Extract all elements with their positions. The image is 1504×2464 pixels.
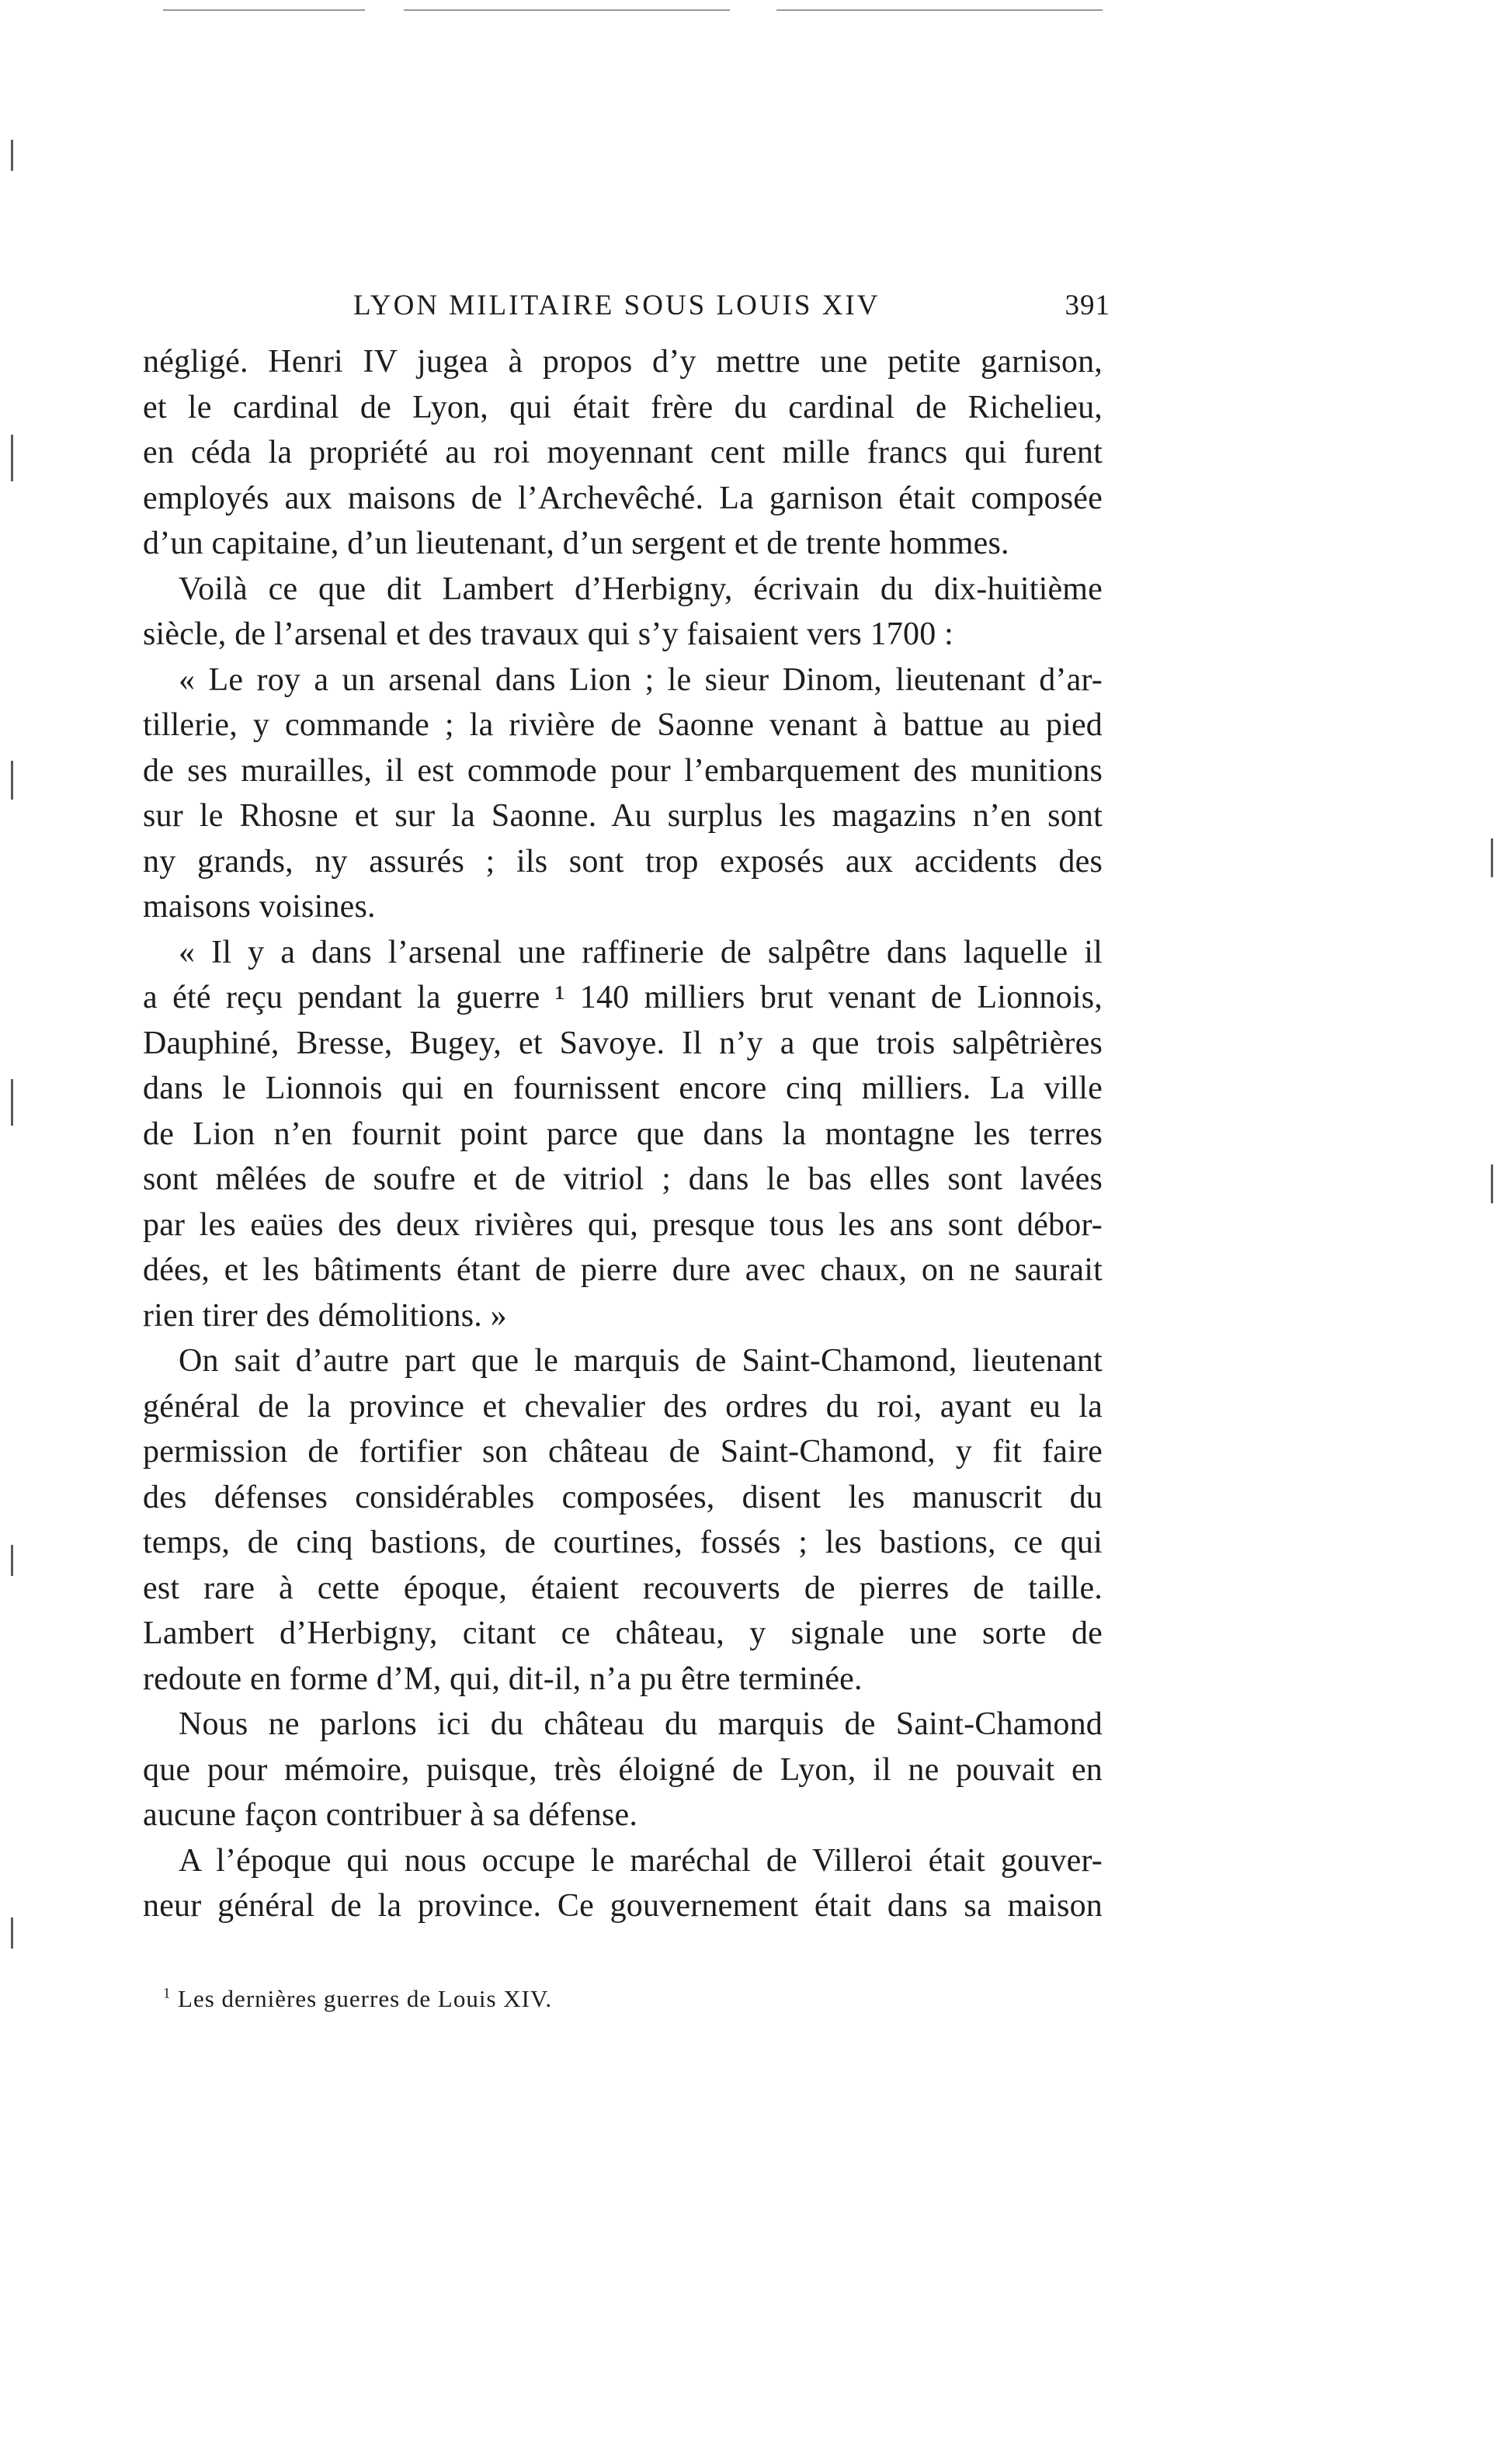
footnote-text: Les dernières guerres de Louis XIV. bbox=[178, 1985, 553, 2012]
running-title: LYON MILITAIRE SOUS LOUIS XIV bbox=[353, 290, 881, 321]
text-line: temps, de cinq bastions, de courtines, fossés ; les bastions, ce qui bbox=[143, 1525, 1103, 1560]
text-line: négligé. Henri IV jugea à propos d’y mettre une petite garnison, bbox=[143, 344, 1103, 380]
text-line: tillerie, y commande ; la rivière de Saonne venant à battue au pied bbox=[143, 707, 1103, 743]
scan-edge-mark bbox=[11, 761, 13, 800]
text-line: redoute en forme d’M, qui, dit-il, n’a pu être terminée. bbox=[143, 1661, 863, 1697]
text-line: maisons voisines. bbox=[143, 889, 376, 925]
running-header bbox=[140, 289, 1110, 335]
text-line: a été reçu pendant la guerre ¹ 140 milliers brut venant de Lionnois, bbox=[143, 980, 1103, 1015]
footnote bbox=[163, 1985, 552, 2013]
text-line: de ses murailles, il est commode pour l’embarquement des munitions bbox=[143, 752, 1103, 789]
body-text bbox=[143, 339, 1103, 1929]
text-line: dées, et les bâtiments étant de pierre dure avec chaux, on ne saurait bbox=[143, 1252, 1103, 1288]
scan-edge-mark bbox=[11, 140, 13, 171]
text-line: employés aux maisons de l’Archevêché. La garnison était composée bbox=[143, 480, 1103, 516]
scan-edge-mark bbox=[11, 1079, 13, 1126]
scan-edge-mark bbox=[1491, 1164, 1493, 1203]
text-line: aucune façon contribuer à sa défense. bbox=[143, 1797, 638, 1833]
text-line: Nous ne parlons ici du château du marquis de Saint-Chamond bbox=[179, 1706, 1103, 1742]
text-line: d’un capitaine, d’un lieutenant, d’un sergent et de trente hommes. bbox=[143, 526, 1009, 561]
text-line: Voilà ce que dit Lambert d’Herbigny, écrivain du dix-huitième bbox=[179, 571, 1103, 607]
scan-edge-rule bbox=[404, 9, 730, 11]
text-line: neur général de la province. Ce gouvernement était dans sa maison bbox=[143, 1888, 1103, 1924]
scan-edge-rule bbox=[163, 9, 365, 11]
scan-edge-rule bbox=[776, 9, 1103, 11]
text-line: dans le Lionnois qui en fournissent encore cinq milliers. La ville bbox=[143, 1071, 1103, 1106]
text-line: des défenses considérables composées, disent les manuscrit du bbox=[143, 1479, 1103, 1515]
text-line: A l’époque qui nous occupe le maréchal de Villeroi était gouver- bbox=[179, 1842, 1103, 1879]
text-line: « Le roy a un arsenal dans Lion ; le sieur Dinom, lieutenant d’ar- bbox=[179, 661, 1103, 698]
text-line: que pour mémoire, puisque, très éloigné de Lyon, il ne pouvait en bbox=[143, 1751, 1103, 1788]
text-line: Lambert d’Herbigny, citant ce château, y signale une sorte de bbox=[143, 1615, 1103, 1651]
scan-edge-mark bbox=[1491, 838, 1493, 877]
text-line: ny grands, ny assurés ; ils sont trop exposés aux accidents des bbox=[143, 843, 1103, 880]
text-line: Dauphiné, Bresse, Bugey, et Savoye. Il n’y a que trois salpêtrières bbox=[143, 1025, 1103, 1061]
text-line: permission de fortifier son château de Saint-Chamond, y fit faire bbox=[143, 1434, 1103, 1470]
text-line: général de la province et chevalier des ordres du roi, ayant eu la bbox=[143, 1388, 1103, 1425]
text-line: « Il y a dans l’arsenal une raffinerie de salpêtre dans laquelle il bbox=[179, 934, 1103, 970]
text-line: On sait d’autre part que le marquis de Saint-Chamond, lieutenant bbox=[179, 1343, 1103, 1379]
footnote-marker: 1 bbox=[163, 1985, 172, 2002]
text-line: siècle, de l’arsenal et des travaux qui s’y faisaient vers 1700 : bbox=[143, 616, 953, 652]
text-line: est rare à cette époque, étaient recouverts de pierres de taille. bbox=[143, 1570, 1103, 1606]
text-line: en céda la propriété au roi moyennant cent mille francs qui furent bbox=[143, 435, 1103, 470]
scan-edge-mark bbox=[11, 1545, 13, 1576]
text-line: sont mêlées de soufre et de vitriol ; dans le bas elles sont lavées bbox=[143, 1161, 1103, 1197]
page-number: 391 bbox=[1065, 290, 1110, 321]
scan-edge-mark bbox=[11, 1917, 13, 1949]
scan-edge-mark bbox=[11, 435, 13, 481]
text-line: de Lion n’en fournit point parce que dans la montagne les terres bbox=[143, 1116, 1103, 1152]
text-line: sur le Rhosne et sur la Saonne. Au surplus les magazins n’en sont bbox=[143, 798, 1103, 834]
text-line: et le cardinal de Lyon, qui était frère du cardinal de Richelieu, bbox=[143, 389, 1103, 425]
text-line: par les eaües des deux rivières qui, presque tous les ans sont débor- bbox=[143, 1206, 1103, 1243]
text-line: rien tirer des démolitions. » bbox=[143, 1297, 507, 1334]
